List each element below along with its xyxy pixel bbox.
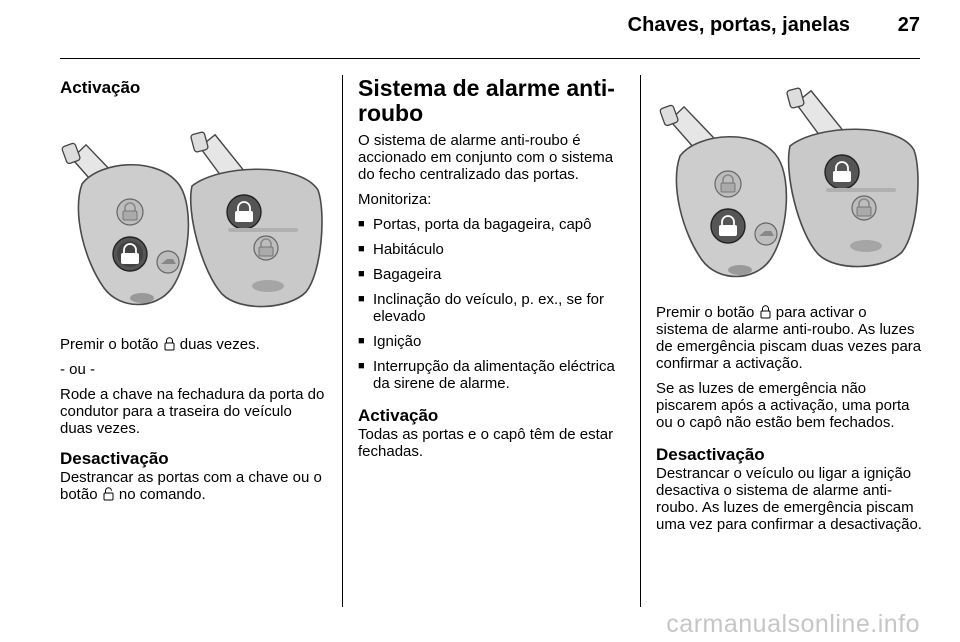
list-item: ■ Habitáculo (358, 241, 624, 258)
page-number: 27 (897, 14, 920, 36)
monitor-list (358, 216, 624, 392)
key-fob-illustration (60, 112, 324, 322)
subheading-deactivation: Desactivação (656, 445, 765, 464)
list-item: ■ Inclinação do veículo, p. ex., se for elevado (358, 291, 624, 325)
lock-icon (760, 305, 771, 319)
text-pre: Premir o botão (656, 304, 755, 321)
paragraph-unlock (60, 469, 326, 503)
column-right (656, 70, 922, 541)
subheading-activation: Activação (358, 406, 439, 425)
paragraph-press-twice (60, 336, 326, 353)
header-title: Chaves, portas, janelas (627, 14, 850, 36)
subheading-deactivation: Desactivação (60, 449, 169, 468)
column-middle (358, 70, 624, 468)
paragraph-intro: O sistema de alarme anti-roubo é accionado em conjunto com o sistema do fecho centralizado das portas. (358, 132, 614, 183)
text-pre: Premir o botão (60, 336, 159, 353)
list-item: ■ Interrupção da alimentação eléctrica da sirene de alarme. (358, 358, 624, 392)
section-title: Sistema de alarme anti-roubo (358, 75, 615, 126)
paragraph-turn-key: Rode a chave na fechadura da porta do condutor para a traseira do veículo duas vezes. (60, 386, 325, 437)
text-post: no comando. (118, 486, 206, 503)
text-post: duas vezes. (179, 336, 260, 353)
paragraph-monitors: Monitoriza: (358, 191, 432, 208)
subheading-activation: Activação (60, 78, 141, 97)
text-post: para activar o sistema de alarme anti-roubo. As luzes de emergência piscam duas vezes para confirmar a activação. (656, 304, 922, 372)
paragraph-or: - ou - (60, 361, 96, 378)
list-item: ■ Portas, porta da bagageira, capô (358, 216, 624, 233)
paragraph-deactivate-alarm: Destrancar o veículo ou ligar a ignição desactiva o sistema de alarme anti-roubo. As luzes de emergência piscam uma vez para confirmar a desactivação. (656, 465, 922, 533)
paragraph-closed: Todas as portas e o capô têm de estar fechadas. (358, 426, 614, 460)
column-divider (640, 75, 641, 607)
text-pre: Destrancar as portas com a chave ou o botão (60, 469, 322, 503)
lock-icon (164, 337, 175, 351)
column-divider (342, 75, 343, 607)
key-fob-illustration (656, 76, 920, 294)
paragraph-not-flashing: Se as luzes de emergência não piscarem após a activação, uma porta ou o capô não estão bem fechados. (656, 380, 910, 431)
list-item: ■ Ignição (358, 333, 624, 350)
list-item: ■ Bagageira (358, 266, 624, 283)
paragraph-activate-alarm (656, 304, 922, 372)
column-left (60, 70, 326, 511)
watermark: carmanualsonline.info (666, 610, 920, 638)
unlock-icon (103, 487, 114, 501)
header-rule (60, 58, 920, 59)
